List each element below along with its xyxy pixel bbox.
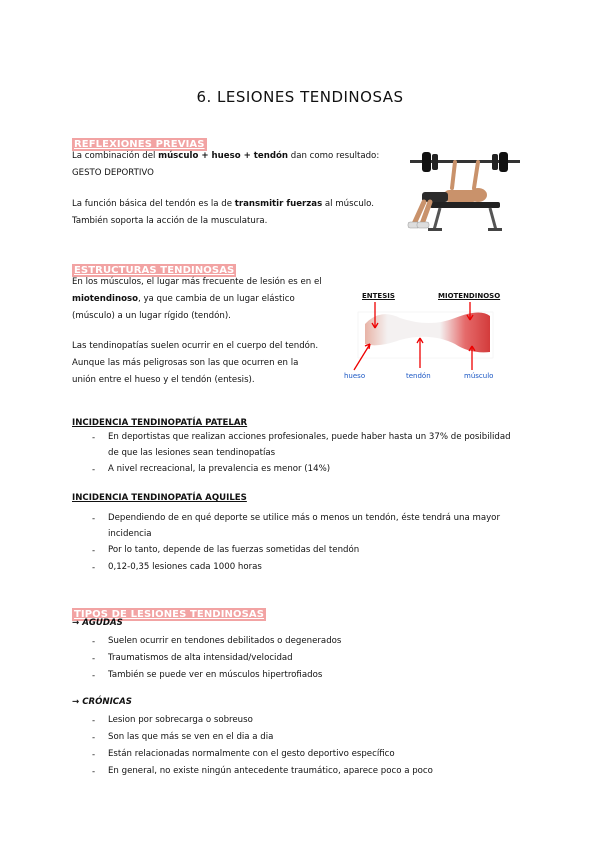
bullet-dash: -	[92, 433, 96, 443]
bullet-dash: -	[92, 716, 96, 726]
paragraph-line: Las tendinopatías suelen ocurrir en el cuerpo del tendón.	[72, 341, 319, 351]
list-item: Dependiendo de en qué deporte se utilice más o menos un tendón, éste tendrá una mayor	[108, 513, 500, 523]
bullet-dash: -	[92, 733, 96, 743]
section-heading-estructuras: ESTRUCTURAS TENDINOSAS	[74, 265, 235, 276]
label-musculo: músculo	[464, 372, 494, 380]
list-item: Lesion por sobrecarga o sobreuso	[108, 715, 253, 725]
bench-press-illustration	[400, 148, 530, 240]
list-item: incidencia	[108, 529, 152, 539]
paragraph-line: GESTO DEPORTIVO	[72, 168, 154, 178]
subheading-aquiles: INCIDENCIA TENDINOPATÍA AQUILES	[72, 493, 247, 503]
list-item: En deportistas que realizan acciones profesionales, puede haber hasta un 37% de posibilidad	[108, 432, 511, 442]
bullet-dash: -	[92, 514, 96, 524]
label-tendon: tendón	[406, 372, 431, 380]
bullet-dash: -	[92, 637, 96, 647]
paragraph-line: La función básica del tendón es la de transmitir fuerzas al músculo.	[72, 199, 374, 209]
paragraph-line: Aunque las más peligrosas son las que ocurren en la	[72, 358, 299, 368]
paragraph-line: unión entre el hueso y el tendón (entesis).	[72, 375, 255, 385]
list-item: En general, no existe ningún antecedente traumático, aparece poco a poco	[108, 766, 433, 776]
paragraph-line: miotendinoso, ya que cambia de un lugar elástico	[72, 294, 295, 304]
paragraph-line: También soporta la acción de la musculatura.	[72, 216, 268, 226]
section-heading-tipos: TIPOS DE LESIONES TENDINOSAS	[74, 609, 265, 620]
paragraph-line: La combinación del músculo + hueso + tendón dan como resultado:	[72, 151, 380, 161]
label-entesis: ENTESIS	[362, 292, 395, 300]
bullet-dash: -	[92, 750, 96, 760]
page-title: 6. LESIONES TENDINOSAS	[196, 88, 404, 106]
label-hueso: hueso	[344, 372, 366, 380]
list-item: A nivel recreacional, la prevalencia es menor (14%)	[108, 464, 331, 474]
paragraph-line: En los músculos, el lugar más frecuente de lesión es en el	[72, 277, 322, 287]
agudas-label: → AGUDAS	[72, 618, 123, 628]
bullet-dash: -	[92, 546, 96, 556]
section-heading-reflexiones: REFLEXIONES PREVIAS	[74, 139, 205, 150]
subheading-patelar: INCIDENCIA TENDINOPATÍA PATELAR	[72, 418, 248, 428]
list-item: de que las lesiones sean tendinopatías	[108, 448, 276, 458]
paragraph-line: (músculo) a un lugar rígido (tendón).	[72, 311, 231, 321]
bullet-dash: -	[92, 465, 96, 475]
tendon-diagram	[340, 288, 510, 388]
cronicas-label: → CRÓNICAS	[72, 697, 132, 707]
list-item: Son las que más se ven en el dia a dia	[108, 732, 274, 742]
list-item: Por lo tanto, depende de las fuerzas sometidas del tendón	[108, 545, 360, 555]
list-item: 0,12-0,35 lesiones cada 1000 horas	[108, 562, 262, 572]
bullet-dash: -	[92, 671, 96, 681]
list-item: También se puede ver en músculos hipertrofiados	[108, 670, 323, 680]
list-item: Están relacionadas normalmente con el gesto deportivo específico	[108, 749, 395, 759]
bullet-dash: -	[92, 563, 96, 573]
bullet-dash: -	[92, 767, 96, 777]
list-item: Suelen ocurrir en tendones debilitados o degenerados	[108, 636, 342, 646]
bullet-dash: -	[92, 654, 96, 664]
list-item: Traumatismos de alta intensidad/velocidad	[108, 653, 293, 663]
label-miotendinoso: MIOTENDINOSO	[438, 292, 501, 300]
